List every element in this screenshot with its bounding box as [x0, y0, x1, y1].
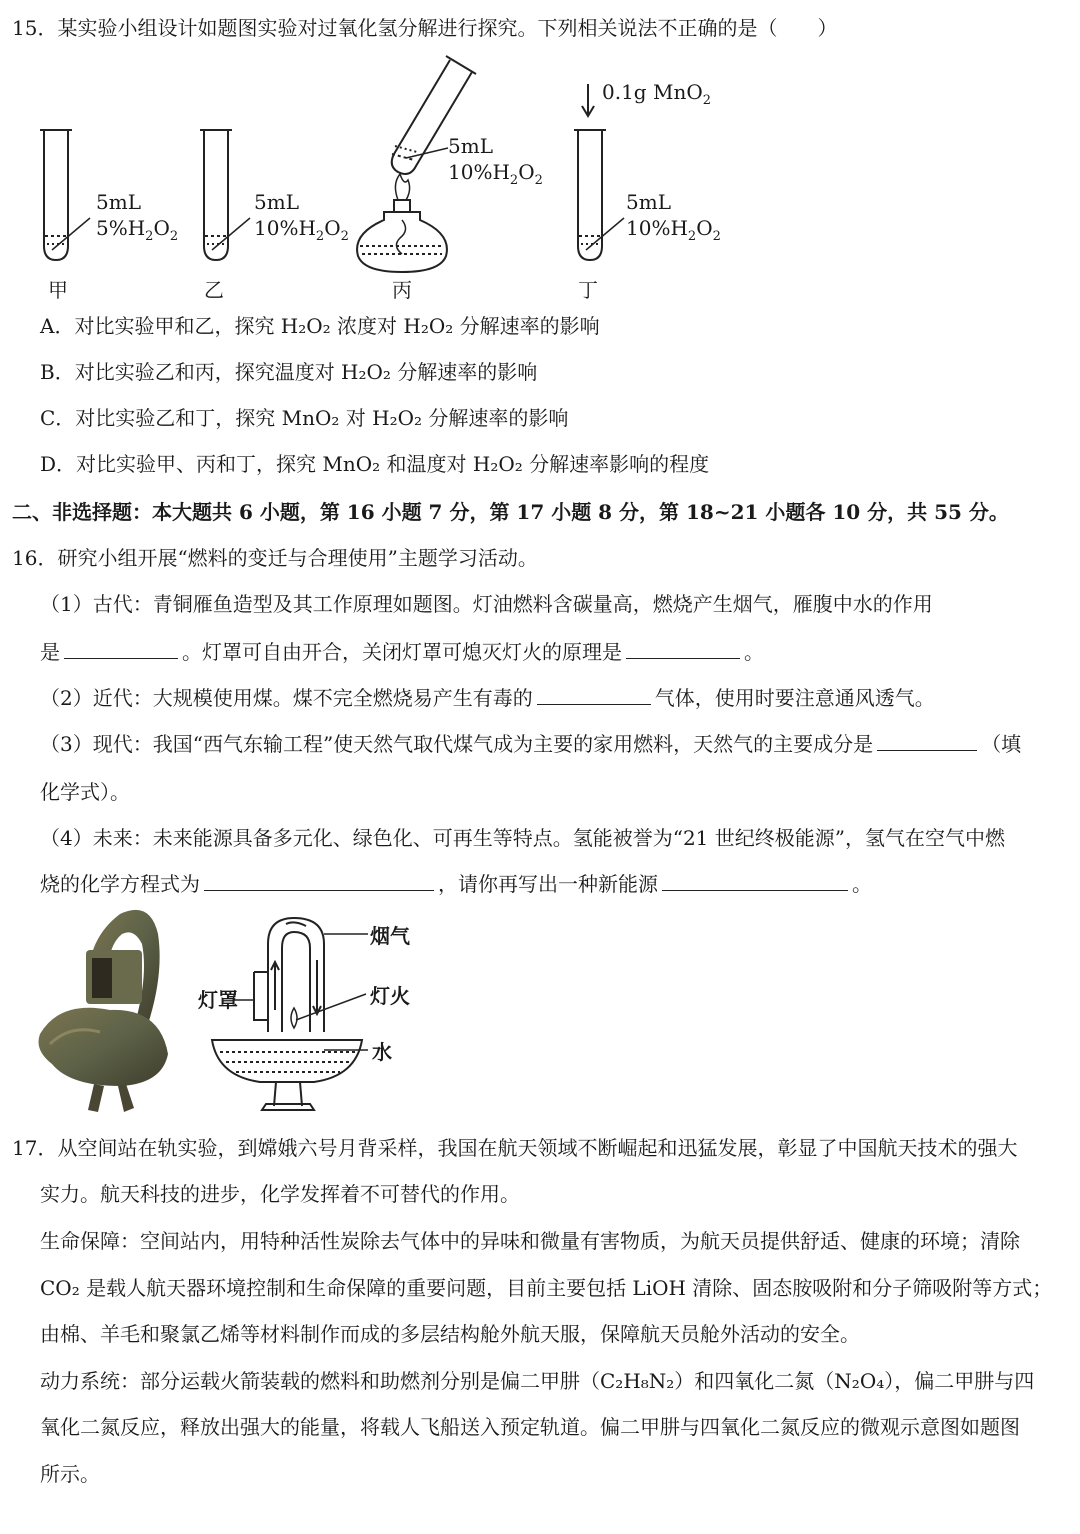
answer-blank-water-role[interactable]	[64, 638, 178, 659]
q16-part1-line1: （1）古代：青铜雁鱼造型及其工作原理如题图。灯油燃料含碳量高，燃烧产生烟气，雁腹中水的作用	[40, 592, 933, 616]
label-lamp-shade: 灯罩	[198, 988, 238, 1012]
q17-line8: 所示。	[40, 1462, 100, 1486]
tube-yi-concentration: $10\%H_2O_2$	[254, 216, 349, 244]
q16-part4-line1: （4）未来：未来能源具备多元化、绿色化、可再生等特点。氢能被誉为“21 世纪终极能源”，氢气在空气中燃	[40, 826, 1005, 850]
answer-blank-new-energy[interactable]	[662, 870, 848, 891]
q15-option-d: D．对比实验甲、丙和丁，探究 MnO₂ 和温度对 H₂O₂ 分解速率影响的程度	[40, 452, 710, 476]
label-smoke: 烟气	[370, 924, 410, 948]
answer-blank-hydrogen-equation[interactable]	[204, 870, 434, 891]
tube-jia-drawing	[40, 130, 90, 260]
q15-option-a: A．对比实验甲和乙，探究 H₂O₂ 浓度对 H₂O₂ 分解速率的影响	[40, 314, 600, 338]
q17-line3: 生命保障：空间站内，用特种活性炭除去气体中的异味和微量有害物质，为航天员提供舒适、健康的环境；清除	[40, 1229, 1020, 1253]
q15-option-b: B．对比实验乙和丙，探究温度对 H₂O₂ 分解速率的影响	[40, 360, 538, 384]
tube-bing-volume: 5mL	[448, 134, 493, 158]
answer-blank-extinguish-principle[interactable]	[626, 638, 740, 659]
section2-heading: 二、非选择题：本大题共 6 小题，第 16 小题 7 分，第 17 小题 8 分，第 18~21 小题各 10 分，共 55 分。	[12, 500, 1009, 524]
q17-line2: 实力。航天科技的进步，化学发挥着不可替代的作用。	[40, 1182, 520, 1206]
tube-bing-label: 丙	[392, 278, 412, 302]
label-water: 水	[372, 1040, 392, 1064]
tube-yi-volume: 5mL	[254, 190, 299, 214]
q17-line4: CO₂ 是载人航天器环境控制和生命保障的重要问题，目前主要包括 LiOH 清除、固态胺吸附和分子筛吸附等方式；	[40, 1276, 1053, 1300]
q16-figure	[30, 904, 450, 1122]
lamp-schematic-drawing	[190, 904, 450, 1122]
tube-jia-concentration: $5\%H_2O_2$	[96, 216, 179, 244]
catalyst-label: 0.1g MnO$_2$	[602, 80, 712, 108]
tube-ding-drawing	[574, 84, 624, 260]
tube-yi-drawing	[200, 130, 250, 260]
tube-ding-concentration: $10\%H_2O_2$	[626, 216, 721, 244]
tube-jia-label: 甲	[48, 278, 68, 302]
answer-blank-toxic-gas[interactable]	[537, 684, 651, 705]
q16-part3-line1: （3）现代：我国“西气东输工程”使天然气取代煤气成为主要的家用燃料，天然气的主要成分是 （填	[40, 732, 1022, 756]
q16-part1-line2: 是 。灯罩可自由开合，关闭灯罩可熄灭灯火的原理是 。	[40, 640, 764, 664]
tube-yi-label: 乙	[204, 278, 224, 302]
q16-part2: （2）近代：大规模使用煤。煤不完全燃烧易产生有毒的 气体，使用时要注意通风透气。	[40, 686, 935, 710]
q16-part4-line2: 烧的化学方程式为 ，请你再写出一种新能源 。	[40, 872, 872, 896]
q15-option-c: C．对比实验乙和丁，探究 MnO₂ 对 H₂O₂ 分解速率的影响	[40, 406, 569, 430]
q16-part3-line2: 化学式）。	[40, 780, 130, 804]
answer-blank-natural-gas-formula[interactable]	[877, 730, 977, 751]
q16-stem: 16．研究小组开展“燃料的变迁与合理使用”主题学习活动。	[12, 546, 538, 570]
label-flame: 灯火	[370, 984, 410, 1008]
q17-line5: 由棉、羊毛和聚氯乙烯等材料制作而成的多层结构舱外航天服，保障航天员舱外活动的安全。	[40, 1322, 860, 1346]
q17-line7: 氧化二氮反应，释放出强大的能量，将载人飞船送入预定轨道。偏二甲肼与四氧化二氮反应的微观示意图如题图	[40, 1415, 1020, 1439]
q15-figure	[0, 50, 760, 310]
q17-line6: 动力系统：部分运载火箭装载的燃料和助燃剂分别是偏二甲肼（C₂H₈N₂）和四氧化二氮（N₂O₄），偏二甲肼与四	[40, 1369, 1035, 1393]
tube-ding-label: 丁	[578, 278, 598, 302]
tube-ding-volume: 5mL	[626, 190, 671, 214]
q17-line1: 17．从空间站在轨实验，到嫦娥六号月背采样，我国在航天领域不断崛起和迅猛发展，彰显了中国航天技术的强大	[12, 1136, 1018, 1160]
tube-jia-volume: 5mL	[96, 190, 141, 214]
tube-bing-concentration: $10\%H_2O_2$	[448, 160, 543, 188]
q15-stem: 15．某实验小组设计如题图实验对过氧化氢分解进行探究。下列相关说法不正确的是（ ）	[12, 16, 838, 40]
